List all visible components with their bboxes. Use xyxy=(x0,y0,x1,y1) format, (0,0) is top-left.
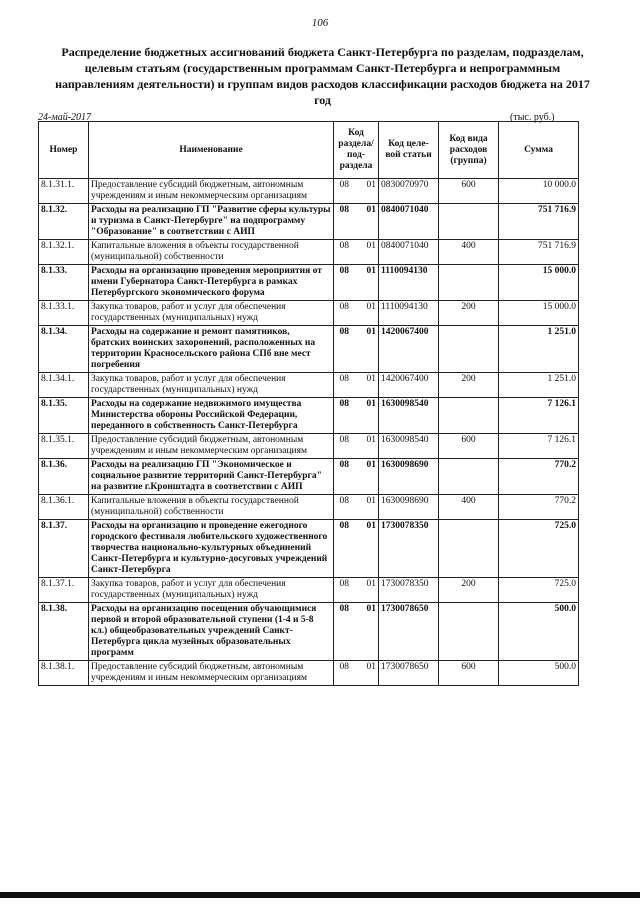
units-label: (тыс. руб.) xyxy=(510,112,555,123)
table-body xyxy=(39,179,579,686)
row-expense-type: 600 xyxy=(439,434,499,459)
row-amount: 15 000.0 xyxy=(499,265,579,301)
table-row xyxy=(39,603,579,661)
row-name: Расходы на реализацию ГП "Развитие сферы культуры и туризма в Санкт-Петербурге" на подпрограмму "Образование" в соответствии с АИП xyxy=(89,204,334,240)
row-expense-type: 600 xyxy=(439,179,499,204)
row-article: 0840071040 xyxy=(379,204,439,240)
row-name: Предоставление субсидий бюджетным, автономным учреждениям и иным некоммерческим организациям xyxy=(89,179,334,204)
row-expense-type xyxy=(439,265,499,301)
document-date: 24-май-2017 xyxy=(38,112,92,123)
row-number: 8.1.35.1. xyxy=(39,434,89,459)
table-row xyxy=(39,661,579,686)
header-section: Код раздела/под-раздела xyxy=(334,122,379,179)
row-expense-type: 200 xyxy=(439,578,499,603)
row-article: 1110094130 xyxy=(379,301,439,326)
row-article: 1630098690 xyxy=(379,459,439,495)
row-expense-type: 600 xyxy=(439,661,499,686)
row-name: Закупка товаров, работ и услуг для обеспечения государственных (муниципальных) нужд xyxy=(89,301,334,326)
row-article: 1420067400 xyxy=(379,373,439,398)
row-subsection: 01 xyxy=(355,578,379,603)
row-name: Капитальные вложения в объекты государственной (муниципальной) собственности xyxy=(89,240,334,265)
table-header-row xyxy=(39,122,579,179)
row-article: 0840071040 xyxy=(379,240,439,265)
row-number: 8.1.33. xyxy=(39,265,89,301)
row-name: Предоставление субсидий бюджетным, автономным учреждениям и иным некоммерческим организациям xyxy=(89,661,334,686)
row-amount: 7 126.1 xyxy=(499,434,579,459)
row-article: 1730078650 xyxy=(379,661,439,686)
row-subsection: 01 xyxy=(355,179,379,204)
table-row xyxy=(39,398,579,434)
row-amount: 7 126.1 xyxy=(499,398,579,434)
row-subsection: 01 xyxy=(355,661,379,686)
row-expense-type xyxy=(439,520,499,578)
row-name: Закупка товаров, работ и услуг для обеспечения государственных (муниципальных) нужд xyxy=(89,578,334,603)
row-expense-type xyxy=(439,204,499,240)
row-name: Капитальные вложения в объекты государственной (муниципальной) собственности xyxy=(89,495,334,520)
row-amount: 725.0 xyxy=(499,578,579,603)
row-article: 1730078650 xyxy=(379,603,439,661)
row-name: Предоставление субсидий бюджетным, автономным учреждениям и иным некоммерческим организациям xyxy=(89,434,334,459)
table-row xyxy=(39,179,579,204)
row-subsection: 01 xyxy=(355,398,379,434)
row-number: 8.1.33.1. xyxy=(39,301,89,326)
page-number: 106 xyxy=(311,17,329,29)
table-row xyxy=(39,495,579,520)
row-subsection: 01 xyxy=(355,459,379,495)
row-number: 8.1.34.1. xyxy=(39,373,89,398)
row-expense-type xyxy=(439,603,499,661)
header-name: Наименование xyxy=(89,122,334,179)
row-number: 8.1.38. xyxy=(39,603,89,661)
bottom-rule xyxy=(0,892,640,898)
row-amount: 500.0 xyxy=(499,603,579,661)
budget-table xyxy=(38,121,579,686)
row-section: 08 xyxy=(334,301,355,326)
row-amount: 751 716.9 xyxy=(499,204,579,240)
row-section: 08 xyxy=(334,434,355,459)
header-article: Код целе-вой статьи xyxy=(379,122,439,179)
row-expense-type xyxy=(439,459,499,495)
row-article: 1630098540 xyxy=(379,398,439,434)
row-number: 8.1.34. xyxy=(39,326,89,373)
document-title: Распределение бюджетных ассигнований бюджета Санкт-Петербурга по разделам, подразделам, целевым статьям (государственным программам Санкт-Петербурга и непрограммным направлениям деятельности) и группам видов расходов классификации расходов бюджета на 2017 год xyxy=(55,45,590,107)
row-section: 08 xyxy=(334,179,355,204)
header-expense-type: Код вида расходов (группа) xyxy=(439,122,499,179)
row-section: 08 xyxy=(334,520,355,578)
row-number: 8.1.37. xyxy=(39,520,89,578)
table-row xyxy=(39,326,579,373)
row-number: 8.1.36.1. xyxy=(39,495,89,520)
row-section: 08 xyxy=(334,373,355,398)
row-number: 8.1.32. xyxy=(39,204,89,240)
row-amount: 1 251.0 xyxy=(499,326,579,373)
row-number: 8.1.32.1. xyxy=(39,240,89,265)
row-article: 1730078350 xyxy=(379,520,439,578)
row-expense-type xyxy=(439,398,499,434)
row-article: 1110094130 xyxy=(379,265,439,301)
header-number: Номер xyxy=(39,122,89,179)
row-amount: 500.0 xyxy=(499,661,579,686)
header-amount: Сумма xyxy=(499,122,579,179)
table-row xyxy=(39,578,579,603)
row-subsection: 01 xyxy=(355,265,379,301)
table-row xyxy=(39,373,579,398)
row-number: 8.1.37.1. xyxy=(39,578,89,603)
row-section: 08 xyxy=(334,204,355,240)
row-name: Расходы на содержание и ремонт памятников, братских воинских захоронений, расположенных на территории Красносельского района СПб вне мест погребения xyxy=(89,326,334,373)
row-number: 8.1.31.1. xyxy=(39,179,89,204)
row-subsection: 01 xyxy=(355,301,379,326)
row-subsection: 01 xyxy=(355,240,379,265)
table-row xyxy=(39,434,579,459)
row-name: Расходы на содержание недвижимого имущества Министерства обороны Российской Федерации, переданного в собственность Санкт-Петербурга xyxy=(89,398,334,434)
row-section: 08 xyxy=(334,459,355,495)
row-amount: 15 000.0 xyxy=(499,301,579,326)
row-subsection: 01 xyxy=(355,603,379,661)
table-row xyxy=(39,240,579,265)
row-expense-type: 200 xyxy=(439,301,499,326)
row-amount: 770.2 xyxy=(499,495,579,520)
row-section: 08 xyxy=(334,240,355,265)
row-amount: 10 000.0 xyxy=(499,179,579,204)
row-article: 0830070970 xyxy=(379,179,439,204)
row-amount: 770.2 xyxy=(499,459,579,495)
row-section: 08 xyxy=(334,265,355,301)
row-name: Закупка товаров, работ и услуг для обеспечения государственных (муниципальных) нужд xyxy=(89,373,334,398)
row-amount: 751 716.9 xyxy=(499,240,579,265)
row-name: Расходы на организацию и проведение ежегодного городского фестиваля любительского художественного творчества национально-культурных объединений Санкт-Петербурга и культурно-досуговых учреждений Санкт-Петербурга xyxy=(89,520,334,578)
row-subsection: 01 xyxy=(355,204,379,240)
row-name: Расходы на реализацию ГП "Экономическое и социальное развитие территорий Санкт-Петербурга" на развитие г.Кронштадта в соответствии с АИП xyxy=(89,459,334,495)
table-row xyxy=(39,265,579,301)
row-amount: 725.0 xyxy=(499,520,579,578)
row-section: 08 xyxy=(334,326,355,373)
row-section: 08 xyxy=(334,661,355,686)
row-expense-type xyxy=(439,326,499,373)
row-name: Расходы на организацию посещения обучающимися первой и второй образовательной ступени (1-4 и 5-8 кл.) общеобразовательных учреждений Санкт-Петербурга цикла музейных образовательных программ xyxy=(89,603,334,661)
row-subsection: 01 xyxy=(355,326,379,373)
row-article: 1420067400 xyxy=(379,326,439,373)
table-row xyxy=(39,520,579,578)
table-row xyxy=(39,459,579,495)
row-amount: 1 251.0 xyxy=(499,373,579,398)
row-article: 1630098690 xyxy=(379,495,439,520)
row-subsection: 01 xyxy=(355,373,379,398)
row-section: 08 xyxy=(334,495,355,520)
row-article: 1630098540 xyxy=(379,434,439,459)
row-expense-type: 400 xyxy=(439,495,499,520)
row-subsection: 01 xyxy=(355,520,379,578)
row-section: 08 xyxy=(334,398,355,434)
row-name: Расходы на организацию проведения мероприятия от имени Губернатора Санкт-Петербурга в рамках Петербургского экономического форума xyxy=(89,265,334,301)
row-number: 8.1.35. xyxy=(39,398,89,434)
row-expense-type: 400 xyxy=(439,240,499,265)
table-row xyxy=(39,301,579,326)
row-number: 8.1.38.1. xyxy=(39,661,89,686)
row-section: 08 xyxy=(334,578,355,603)
row-subsection: 01 xyxy=(355,495,379,520)
row-subsection: 01 xyxy=(355,434,379,459)
row-article: 1730078350 xyxy=(379,578,439,603)
table-row xyxy=(39,204,579,240)
row-number: 8.1.36. xyxy=(39,459,89,495)
row-expense-type: 200 xyxy=(439,373,499,398)
row-section: 08 xyxy=(334,603,355,661)
